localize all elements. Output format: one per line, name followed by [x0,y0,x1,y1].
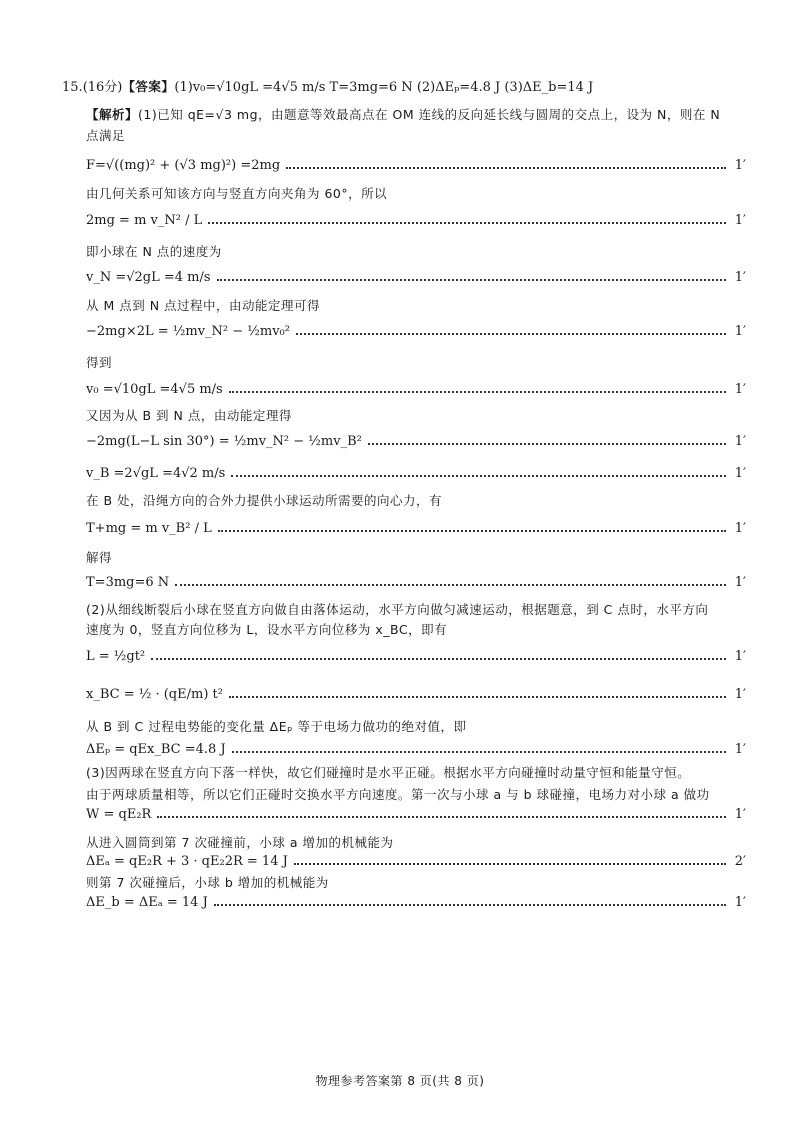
equation-row [86,465,746,483]
score-mark: 1′ [734,434,746,449]
equation-row [86,381,746,399]
equation: W = qE₂R [86,807,152,822]
equation: T+mg = m v_B² / L [86,521,212,536]
analysis-intro-cont: 点满足 [86,128,126,143]
dot-leader [232,751,726,753]
equation-row [86,853,746,871]
dot-leader [296,333,726,335]
explanation-text: 解得 [86,550,113,565]
equation-row [86,520,746,538]
dot-leader [218,530,726,532]
analysis-tag: 【解析】 [86,107,139,122]
equation: −2mg×2L = ½mv_N² − ½mv₀² [86,324,290,339]
score-mark: 1′ [734,466,746,481]
equation: −2mg(L−L sin 30°) = ½mv_N² − ½mv_B² [86,434,362,449]
score-mark: 2′ [734,854,746,869]
equation-row [86,686,746,704]
score-mark: 1′ [734,324,746,339]
analysis-intro-text: (1)已知 qE=√3 mg，由题意等效最高点在 OM 连线的反向延长线与圆周的交点上，设为 N，则在 N [138,107,721,122]
equation: v_N =√2gL =4 m/s [86,270,211,285]
equation: ΔE_b = ΔEₐ = 14 J [86,895,208,910]
score-mark: 1′ [734,213,746,228]
score-mark: 1′ [734,649,746,664]
explanation-text: 在 B 处，沿绳方向的合外力提供小球运动所需要的向心力，有 [86,493,443,508]
explanation-text: 得到 [86,355,113,370]
dot-leader [208,222,726,224]
equation: F=√((mg)² + (√3 mg)²) =2mg [86,158,281,173]
dot-leader [229,391,726,393]
equation: 2mg = m v_N² / L [86,213,203,228]
equation-row [86,741,746,759]
equation-row [86,574,746,592]
equation: v_B =2√gL =4√2 m/s [86,466,226,481]
question-header [62,78,722,97]
dot-leader [229,696,726,698]
dot-leader [231,475,726,477]
explanation-text: 速度为 0，竖直方向位移为 L，设水平方向位移为 x_BC，即有 [86,622,448,637]
equation-row [86,806,746,824]
dot-leader [286,167,726,169]
explanation-text: 由于两球质量相等，所以它们正碰时交换水平方向速度。第一次与小球 a 与 b 球碰撞，电场力对小球 a 做功 [86,787,710,802]
question-number: 15. [62,80,83,95]
explanation-text: 即小球在 N 点的速度为 [86,244,222,259]
explanation-text: 从 M 点到 N 点过程中，由动能定理可得 [86,298,321,313]
explanation-text: 又因为从 B 到 N 点，由动能定理得 [86,408,292,423]
score-mark: 1′ [734,687,746,702]
equation-row [86,323,746,341]
equation-row [86,157,746,175]
equation: ΔEₐ = qE₂R + 3 · qE₂2R = 14 J [86,854,288,869]
score-mark: 1′ [734,807,746,822]
equation: v₀ =√10gL =4√5 m/s [86,382,223,397]
dot-leader [175,584,726,586]
explanation-text: 从 B 到 C 过程电势能的变化量 ΔEₚ 等于电场力做功的绝对值，即 [86,719,467,734]
score-mark: 1′ [734,575,746,590]
score-mark: 1′ [734,270,746,285]
dot-leader [217,279,726,281]
page-footer: 物理参考答案第 8 页(共 8 页) [315,1074,485,1088]
explanation-text: 由几何关系可知该方向与竖直方向夹角为 60°，所以 [86,186,388,201]
answer-tag: 【答案】 [122,79,175,94]
score-mark: 1′ [734,158,746,173]
dot-leader [214,904,726,906]
score-mark: 1′ [734,382,746,397]
equation-row [86,212,746,230]
equation: x_BC = ½ · (qE/m) t² [86,687,223,702]
explanation-text: (2)从细线断裂后小球在竖直方向做自由落体运动，水平方向做匀减速运动，根据题意，到 C 点时，水平方向 [86,602,709,617]
equation-row [86,894,746,912]
explanation-text: 则第 7 次碰撞后，小球 b 增加的机械能为 [86,875,329,890]
dot-leader [151,658,726,660]
dot-leader [368,443,726,445]
equation: ΔEₚ = qEx_BC =4.8 J [86,742,226,757]
explanation-text: (3)因两球在竖直方向下落一样快，故它们碰撞时是水平正碰。根据水平方向碰撞时动量守恒和能量守恒。 [86,765,691,780]
score-mark: 1′ [734,742,746,757]
score-mark: 1′ [734,895,746,910]
equation-row [86,433,746,451]
dot-leader [294,863,726,865]
answer-summary: (1)v₀=√10gL =4√5 m/s T=3mg=6 N (2)ΔEₚ=4.8 J (3)ΔE_b=14 J [174,80,594,95]
score-mark: 1′ [734,521,746,536]
equation-row [86,269,746,287]
equation: T=3mg=6 N [86,575,170,590]
equation-row [86,648,746,666]
analysis-intro [86,106,746,124]
explanation-text: 从进入圆筒到第 7 次碰撞前，小球 a 增加的机械能为 [86,835,394,850]
equation: L = ½gt² [86,649,146,664]
question-points: (16分) [82,80,123,95]
dot-leader [157,816,726,818]
